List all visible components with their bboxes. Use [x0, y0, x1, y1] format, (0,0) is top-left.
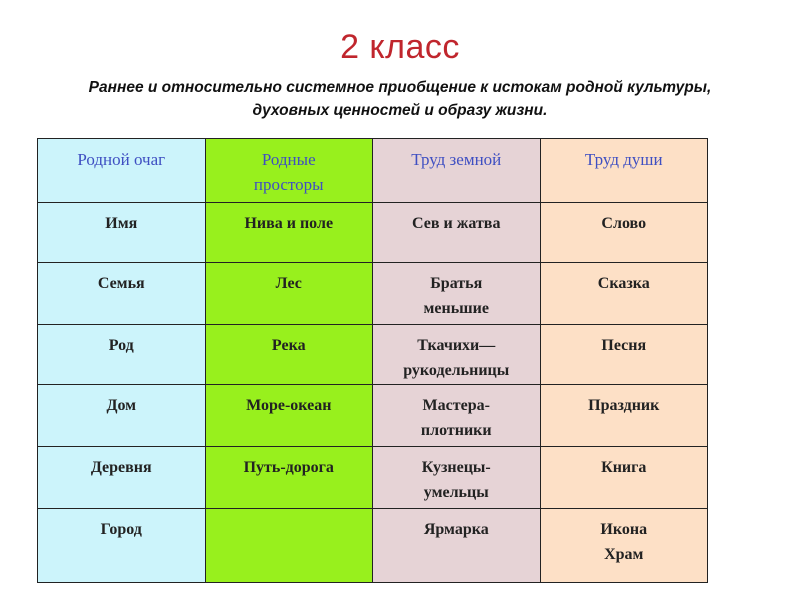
table-cell: [540, 509, 708, 583]
table-header-row: [38, 139, 708, 203]
header-cell: [38, 139, 206, 203]
cell-text: Праздник: [588, 397, 660, 414]
table-cell: [38, 385, 206, 447]
table-cell: [205, 447, 373, 509]
table-cell: [38, 509, 206, 583]
table-cell: [205, 263, 373, 325]
page-subtitle: [40, 76, 760, 122]
subtitle-line-2: духовных ценностей и образу жизни.: [252, 102, 548, 119]
table-cell: [38, 263, 206, 325]
header-cell: [540, 139, 708, 203]
cell-text: Труд души: [584, 150, 663, 169]
table-row: [38, 203, 708, 263]
cell-text: Труд земной: [411, 150, 502, 169]
cell-text: Ярмарка: [423, 521, 489, 538]
cell-text: Лес: [275, 275, 302, 292]
cell-text: Родной очаг: [77, 150, 166, 169]
cell-text: умельцы: [423, 484, 489, 501]
table-cell: [205, 509, 373, 583]
cell-text: Слово: [601, 215, 647, 232]
cell-text: Икона: [600, 521, 648, 538]
header-cell: [205, 139, 373, 203]
table-row: [38, 509, 708, 583]
table-cell: [38, 325, 206, 385]
table-cell: [540, 325, 708, 385]
cell-text: Сев и жатва: [412, 215, 501, 232]
cell-text: Книга: [601, 459, 647, 476]
cell-text: Деревня: [90, 459, 152, 476]
cell-text: Море-океан: [246, 397, 332, 414]
table-cell: [373, 385, 541, 447]
table-cell: [373, 509, 541, 583]
subtitle-line-1: Раннее и относительно системное приобщение к истокам родной культуры,: [88, 79, 712, 96]
cell-text: Кузнецы-: [421, 459, 491, 476]
cell-text: Семья: [97, 275, 145, 292]
cell-text: просторы: [253, 175, 324, 194]
table-row: [38, 385, 708, 447]
cell-text: плотники: [420, 422, 492, 439]
cell-text: Путь-дорога: [243, 459, 334, 476]
cell-text: Храм: [604, 546, 644, 563]
cell-text: Родные: [261, 150, 316, 169]
cell-text: меньшие: [423, 300, 489, 317]
cell-text: Братья: [430, 275, 483, 292]
table-cell: [373, 325, 541, 385]
table-cell: [38, 203, 206, 263]
table-row: [38, 263, 708, 325]
cell-text: Имя: [105, 215, 138, 232]
table-cell: [540, 203, 708, 263]
curriculum-table: [37, 138, 708, 583]
table-cell: [540, 263, 708, 325]
cell-text: Сказка: [597, 275, 650, 292]
table-cell: [38, 447, 206, 509]
table-cell: [540, 447, 708, 509]
table-cell: [373, 263, 541, 325]
table-cell: [373, 203, 541, 263]
table-cell: [540, 385, 708, 447]
table-row: [38, 325, 708, 385]
cell-text: Ткачихи—: [417, 337, 496, 354]
cell-text: Дом: [106, 397, 137, 414]
table-row: [38, 447, 708, 509]
table-cell: [205, 325, 373, 385]
cell-text: рукодельницы: [403, 362, 510, 379]
table-cell: [205, 385, 373, 447]
cell-text: Песня: [601, 337, 647, 354]
cell-text: Город: [100, 521, 142, 538]
page-title: 2 класс: [340, 28, 460, 66]
cell-text: Мастера-: [422, 397, 490, 414]
cell-text: Река: [271, 337, 306, 354]
cell-text: Нива и поле: [244, 215, 334, 232]
cell-text: Род: [108, 337, 134, 354]
table-cell: [205, 203, 373, 263]
header-cell: [373, 139, 541, 203]
table-cell: [373, 447, 541, 509]
